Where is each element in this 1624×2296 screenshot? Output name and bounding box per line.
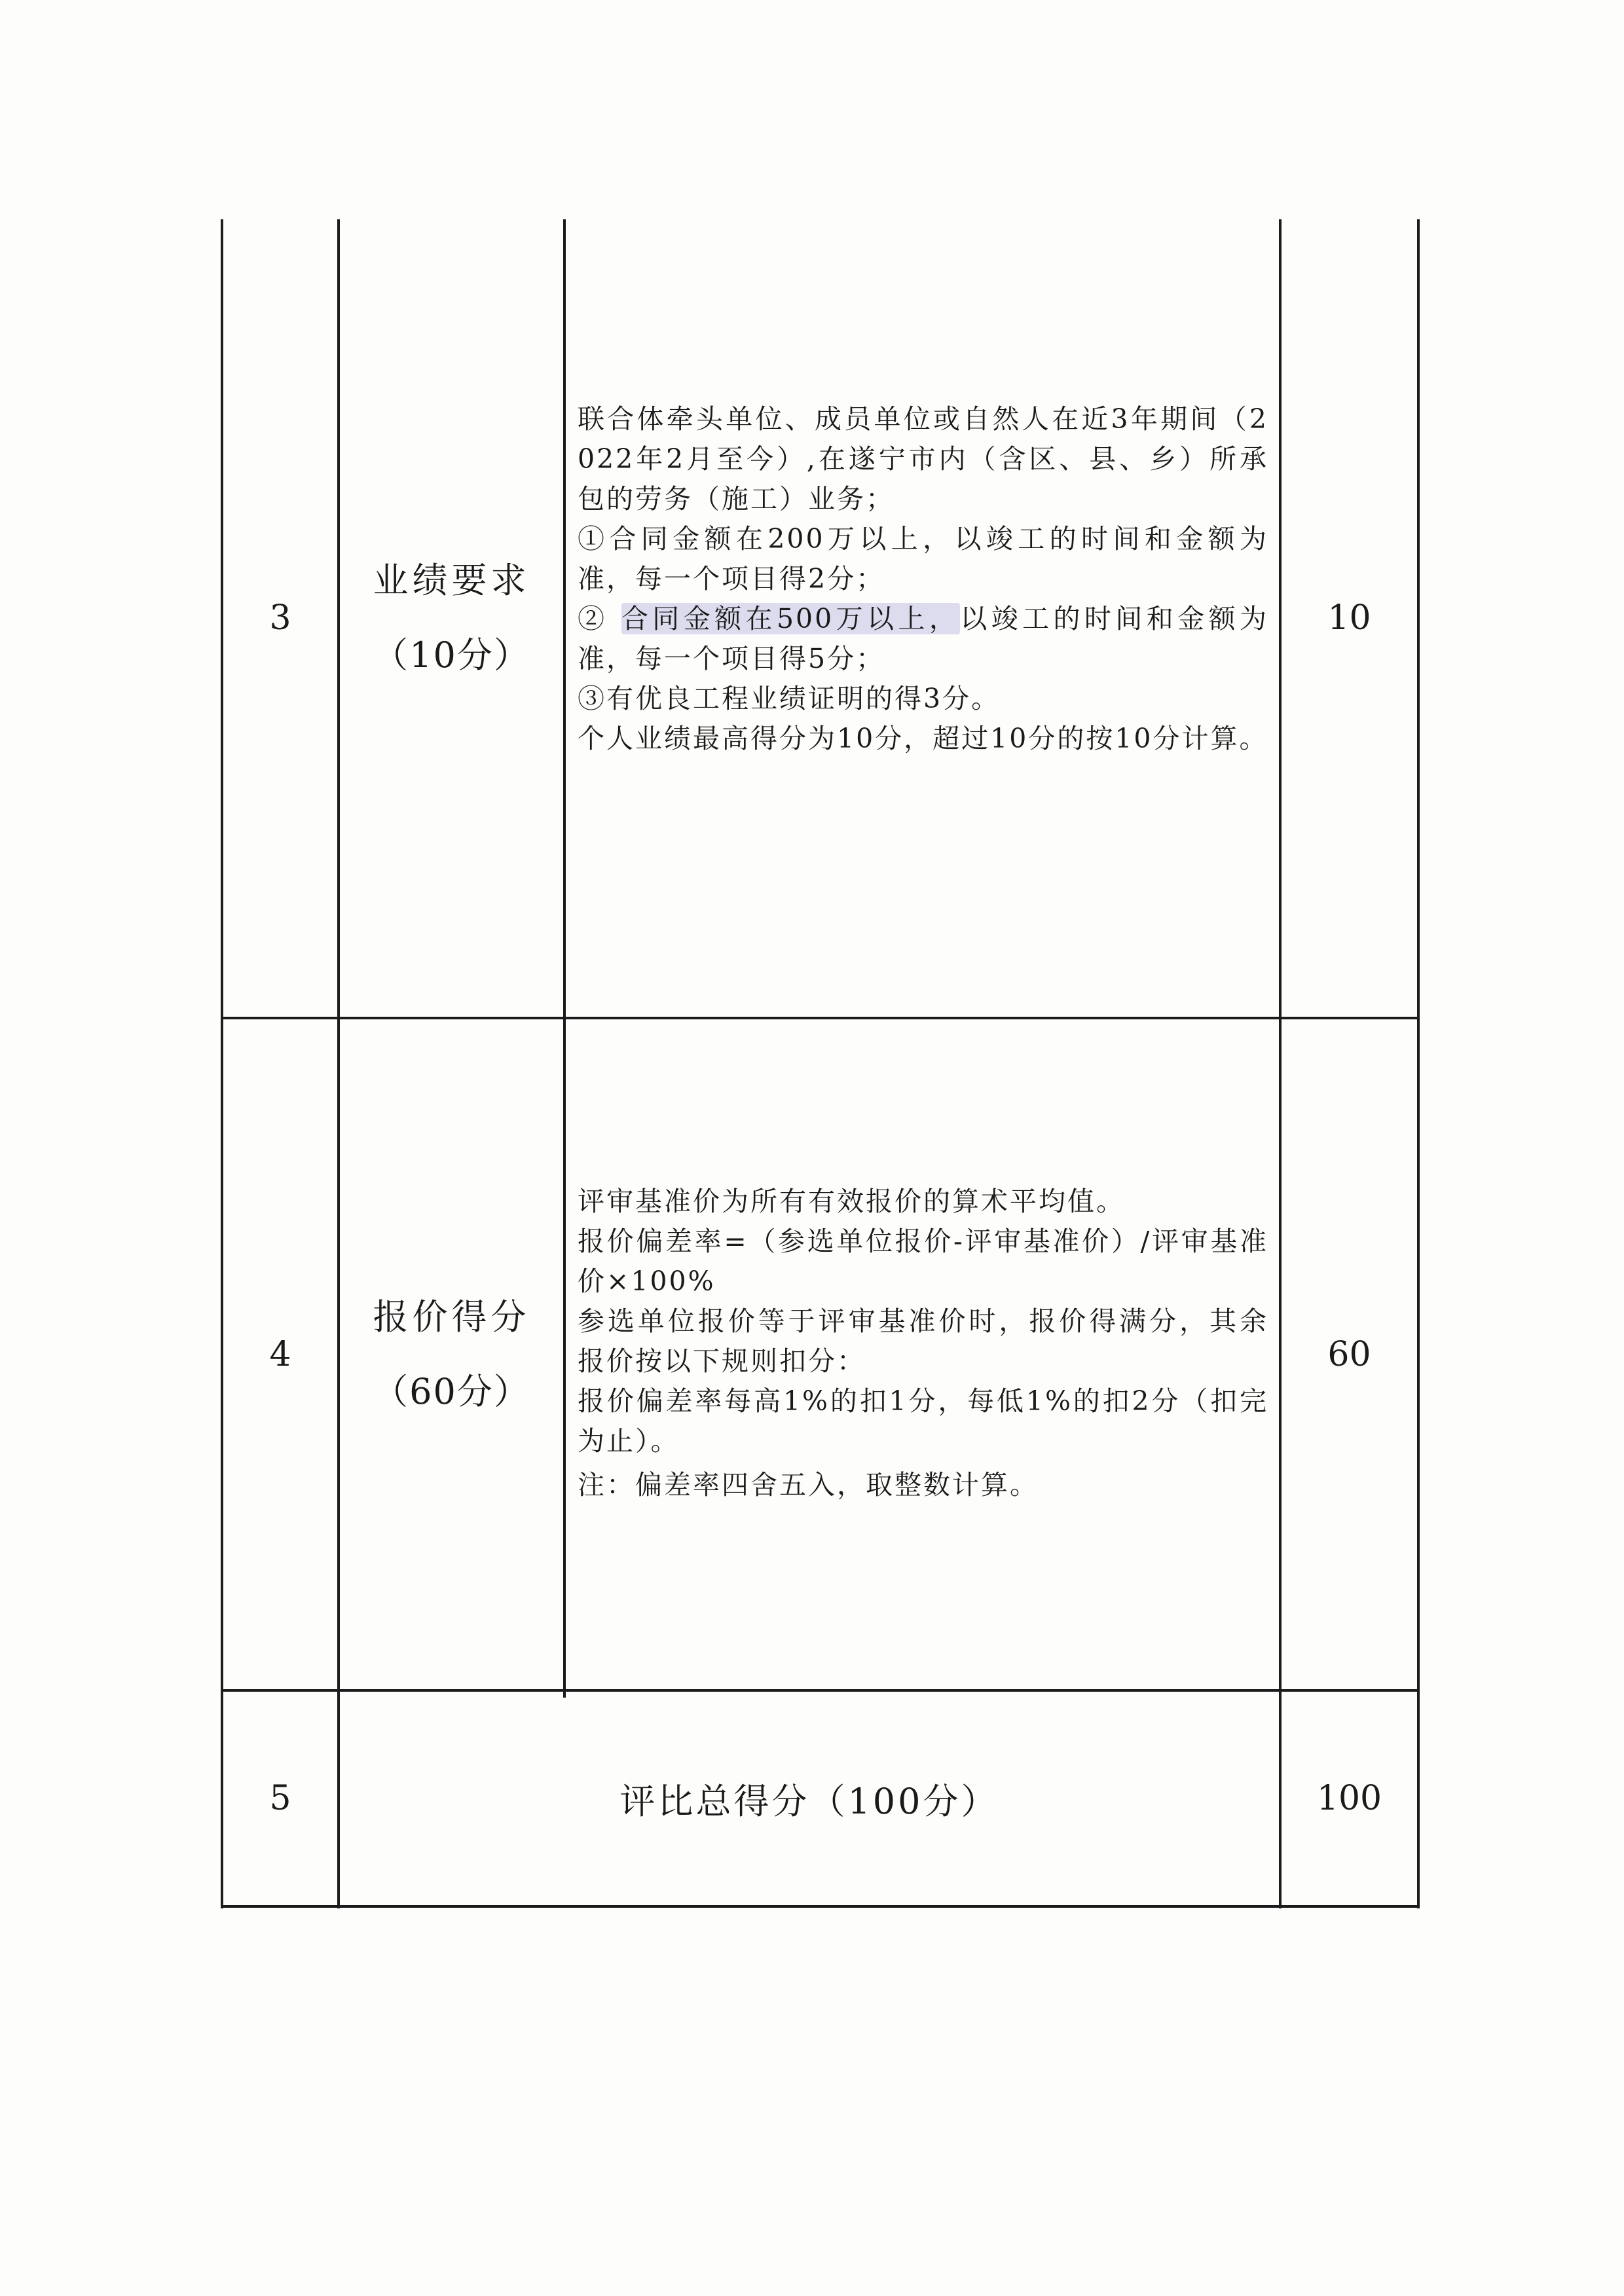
criteria-line: ③有优良工程业绩证明的得3分。 xyxy=(578,683,1001,714)
score-cell: 10 xyxy=(1327,598,1371,638)
criteria-line: 参选单位报价等于评审基准价时，报价得满分，其余报价按以下规则扣分： xyxy=(578,1305,1268,1377)
category-name: 业绩要求 xyxy=(373,560,530,601)
category-cell xyxy=(340,219,563,1017)
table-border-col2 xyxy=(563,219,566,1698)
criteria-line: 报价偏差率每高1%的扣1分，每低1%的扣2分（扣完为止）。 xyxy=(578,1385,1268,1457)
criteria-line: 联合体牵头单位、成员单位或自然人在近3年期间（2022年2月至今）,在遂宁市内（含区、县、乡）所承包的劳务（施工）业务； xyxy=(578,403,1268,515)
score-cell: 60 xyxy=(1327,1334,1371,1374)
table-border-right xyxy=(1417,219,1420,1908)
table-border-bottom xyxy=(221,1905,1420,1908)
highlighted-text: 合同金额在500万以上， xyxy=(621,603,961,634)
criteria-line: 评审基准价为所有有效报价的算术平均值。 xyxy=(578,1186,1125,1217)
criteria-description xyxy=(578,1182,1268,1505)
total-score-label: 评比总得分（100分） xyxy=(619,1780,999,1822)
row-number: 3 xyxy=(269,598,291,638)
total-score-value: 100 xyxy=(1316,1779,1382,1818)
criteria-line: 个人业绩最高得分为10分，超过10分的按10分计算。 xyxy=(578,723,1268,754)
criteria-description xyxy=(578,399,1268,759)
row-number: 4 xyxy=(269,1334,291,1374)
criteria-line: 报价偏差率=（参选单位报价-评审基准价）/评审基准价×100% xyxy=(578,1226,1268,1297)
category-name: 报价得分 xyxy=(373,1296,530,1338)
category-cell xyxy=(340,1019,563,1689)
category-score: （10分） xyxy=(373,634,530,676)
criteria-line: ①合同金额在200万以上，以竣工的时间和金额为准，每一个项目得2分； xyxy=(578,523,1268,594)
category-score: （60分） xyxy=(373,1370,530,1412)
row-number: 5 xyxy=(269,1779,291,1818)
criteria-line-rest: 以竣工的时间和金额为准，每一个项目得5分； xyxy=(578,603,1269,674)
criteria-line: ② 合同金额在500万以上，以竣工的时间和金额为准，每一个项目得5分； xyxy=(578,603,1269,674)
criteria-line: 注：偏差率四舍五入，取整数计算。 xyxy=(578,1469,1039,1501)
